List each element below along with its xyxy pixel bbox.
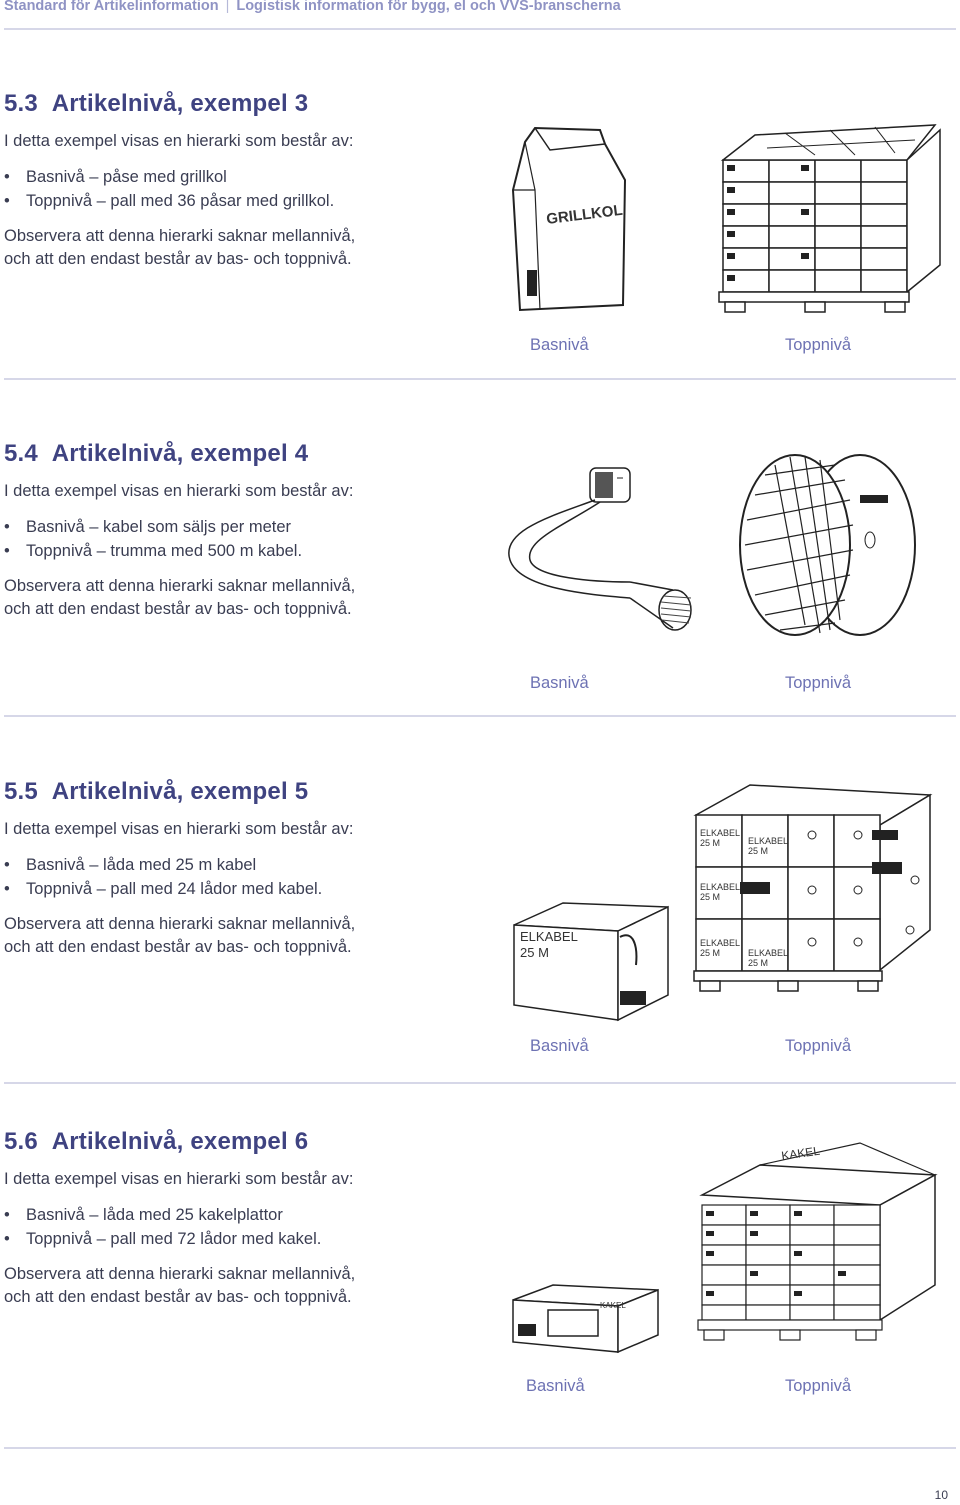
section-number: 5.4 (4, 440, 38, 467)
section-title: Artikelnivå, exempel 3 (51, 90, 309, 117)
caption-base-level: Basnivå (530, 1037, 589, 1055)
pallet-box-label: ELKABEL (748, 948, 789, 958)
cable-drum-illustration (735, 445, 925, 645)
list-item: • Toppnivå – trumma med 500 m kabel. (4, 539, 954, 563)
note-line-1: Observera att denna hierarki saknar mellannivå, (4, 915, 356, 933)
caption-top-level: Toppnivå (785, 1037, 852, 1055)
pallet-box-label: 25 M (700, 838, 721, 848)
section-number: 5.6 (4, 1128, 38, 1155)
caption-base-level: Basnivå (526, 1377, 585, 1395)
list-item: • Basnivå – påse med grillkol (4, 165, 954, 189)
section-title: Artikelnivå, exempel 4 (51, 440, 309, 467)
header-separator: | (225, 0, 230, 14)
list-item: • Basnivå – kabel som säljs per meter (4, 515, 954, 539)
cable-illustration (495, 460, 715, 640)
header-rule (4, 28, 956, 30)
caption-top-level: Toppnivå (785, 1377, 852, 1395)
section-intro: I detta exempel visas en hierarki som består av: (4, 132, 354, 150)
note-line-2: och att den endast består av bas- och toppnivå. (4, 938, 352, 956)
box-label-line-2: 25 M (520, 945, 549, 960)
elkabel-box-illustration (508, 895, 673, 1025)
section-intro: I detta exempel visas en hierarki som består av: (4, 482, 354, 500)
box-label: KAKEL (600, 1301, 626, 1310)
list-item: • Toppnivå – pall med 24 lådor med kabel. (4, 877, 954, 901)
pallet-label: KAKEL (780, 1143, 821, 1163)
grillkol-pallet-illustration (715, 105, 950, 325)
section-intro: I detta exempel visas en hierarki som består av: (4, 1170, 354, 1188)
section-divider (4, 1447, 956, 1449)
page-number: 10 (934, 1488, 948, 1502)
running-header (4, 0, 621, 14)
section-divider (4, 1082, 956, 1084)
section-number: 5.3 (4, 90, 38, 117)
pallet-box-label: 25 M (748, 958, 769, 968)
section-number: 5.5 (4, 778, 38, 805)
list-item: • Basnivå – låda med 25 m kabel (4, 853, 954, 877)
kakel-box-illustration (508, 1280, 668, 1360)
pallet-box-label: ELKABEL (700, 882, 741, 892)
note-line-1: Observera att denna hierarki saknar mellannivå, (4, 227, 356, 245)
grillkol-bag-illustration (505, 120, 645, 320)
note-line-1: Observera att denna hierarki saknar mellannivå, (4, 577, 356, 595)
pallet-box-label: ELKABEL (700, 938, 741, 948)
list-item: • Basnivå – låda med 25 kakelplattor (4, 1203, 954, 1227)
pallet-box-label: 25 M (748, 846, 769, 856)
section-divider (4, 378, 956, 380)
pallet-box-label: 25 M (700, 948, 721, 958)
note-line-2: och att den endast består av bas- och toppnivå. (4, 1288, 352, 1306)
pallet-box-label: 25 M (700, 892, 721, 902)
header-left: Standard för Artikelinformation (4, 0, 219, 14)
pallet-box-label: ELKABEL (700, 828, 741, 838)
pallet-box-label: ELKABEL (748, 836, 789, 846)
section-intro: I detta exempel visas en hierarki som består av: (4, 820, 354, 838)
caption-top-level: Toppnivå (785, 336, 852, 354)
elkabel-pallet-illustration (690, 770, 940, 1005)
list-item: • Toppnivå – pall med 36 påsar med grillkol. (4, 189, 954, 213)
note-line-2: och att den endast består av bas- och toppnivå. (4, 250, 352, 268)
section-title: Artikelnivå, exempel 5 (51, 778, 309, 805)
note-line-1: Observera att denna hierarki saknar mellannivå, (4, 1265, 356, 1283)
kakel-pallet-illustration (690, 1135, 945, 1350)
list-item: • Toppnivå – pall med 72 lådor med kakel. (4, 1227, 954, 1251)
caption-base-level: Basnivå (530, 674, 589, 692)
section-divider (4, 715, 956, 717)
header-right: Logistisk information för bygg, el och VVS-branscherna (236, 0, 621, 14)
note-line-2: och att den endast består av bas- och toppnivå. (4, 600, 352, 618)
section-title: Artikelnivå, exempel 6 (51, 1128, 309, 1155)
bag-label: GRILLKOL (545, 201, 624, 228)
caption-top-level: Toppnivå (785, 674, 852, 692)
caption-base-level: Basnivå (530, 336, 589, 354)
box-label-line-1: ELKABEL (520, 929, 578, 944)
